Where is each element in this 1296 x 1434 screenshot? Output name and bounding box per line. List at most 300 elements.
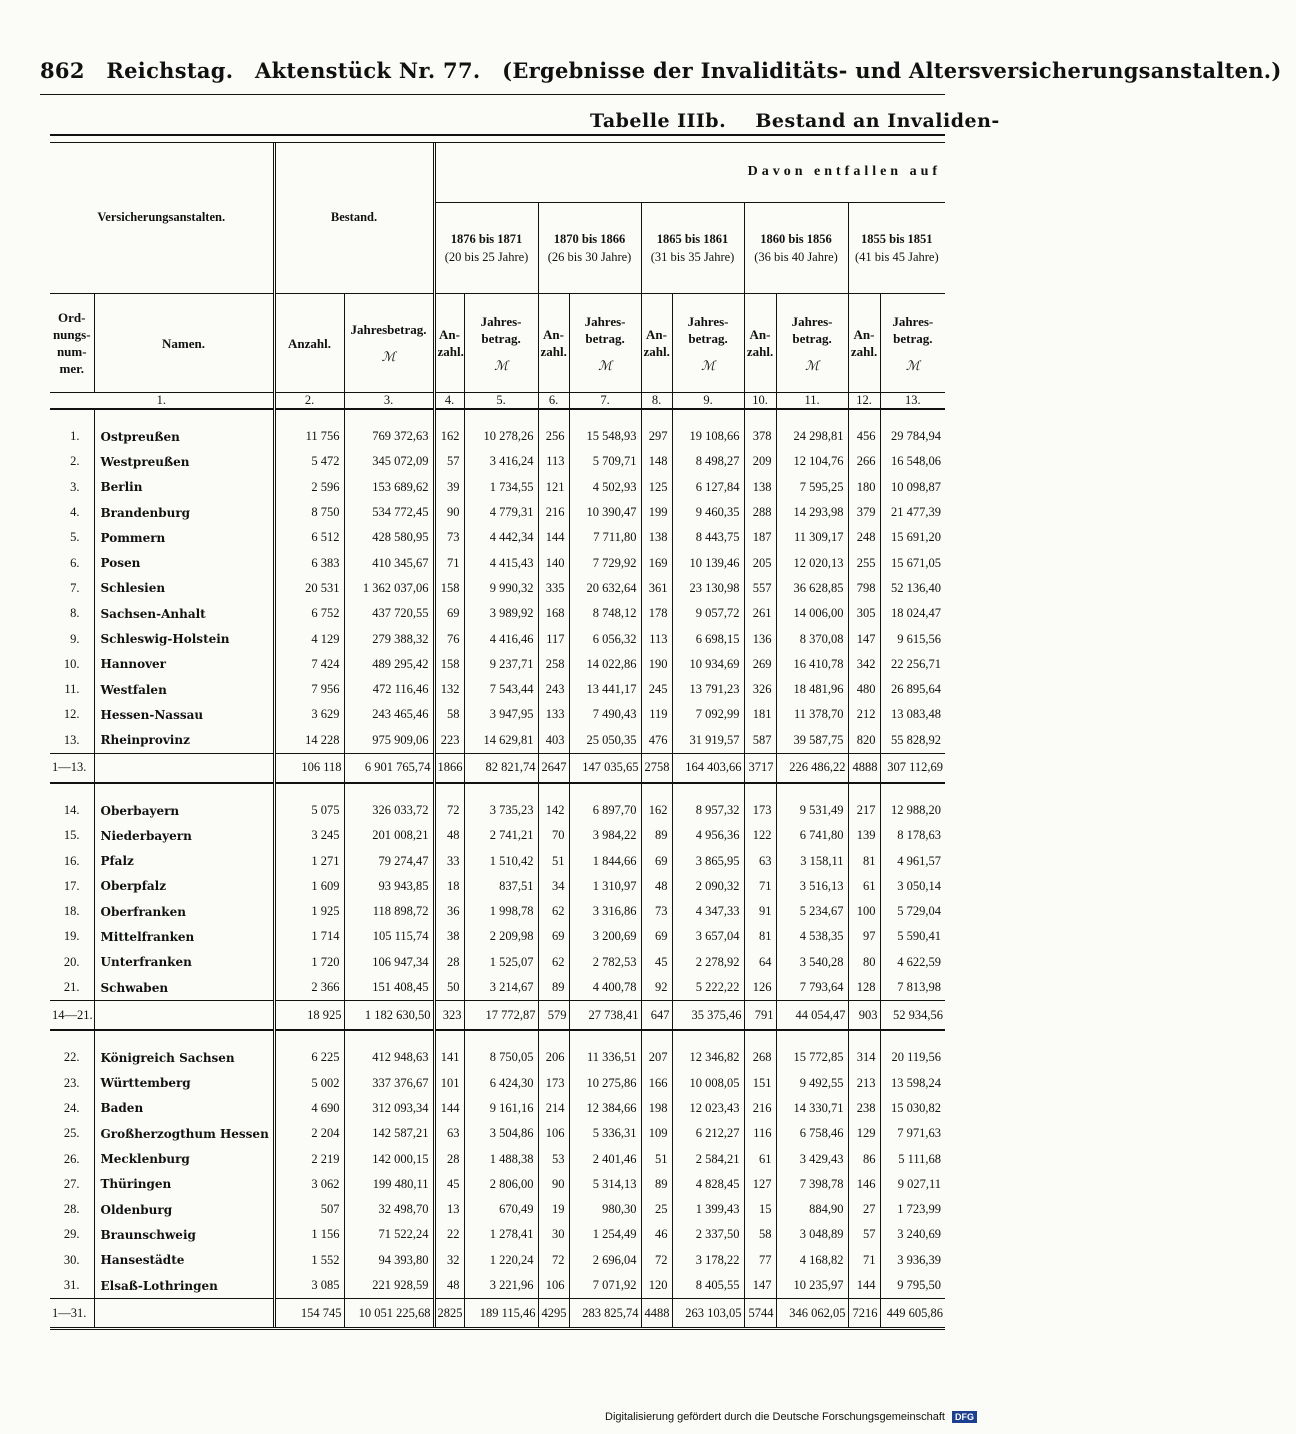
value-cell: 34 [538, 874, 569, 899]
ordinal-cell: 7. [70, 580, 80, 595]
value-cell: 1 525,07 [464, 950, 538, 975]
value-cell: 116 [744, 1121, 776, 1146]
value-cell: 9 492,55 [776, 1071, 848, 1096]
value-cell: 30 [538, 1222, 569, 1247]
value-cell: 3 200,69 [569, 924, 641, 949]
value-cell: 142 000,15 [344, 1146, 434, 1171]
value-cell: 151 408,45 [344, 975, 434, 1001]
value-cell: 4 956,36 [672, 823, 744, 848]
value-cell: 89 [538, 975, 569, 1001]
value-cell: 4 690 [274, 1096, 344, 1121]
insurer-name-cell: Pommern [94, 525, 274, 550]
value-cell: 4 168,82 [776, 1248, 848, 1273]
value-cell: 1 723,99 [880, 1197, 945, 1222]
value-cell: 14 022,86 [569, 652, 641, 677]
value-cell: 480 [848, 677, 880, 702]
period-header-2: 1870 bis 1866 (26 bis 30 Jahre) [538, 203, 641, 294]
value-cell: 72 [641, 1248, 672, 1273]
value-cell: 1 998,78 [464, 899, 538, 924]
value-cell: 2 596 [274, 475, 344, 500]
footer-credit [605, 1411, 977, 1423]
value-cell: 15 030,82 [880, 1096, 945, 1121]
table-row [50, 500, 945, 525]
value-cell: 206 [538, 1045, 569, 1070]
value-cell: 9 161,16 [464, 1096, 538, 1121]
insurer-name-cell: Ostpreußen [94, 424, 274, 449]
subtotal-value: 346 062,05 [776, 1299, 848, 1329]
value-cell: 248 [848, 525, 880, 550]
value-cell: 79 274,47 [344, 848, 434, 873]
value-cell: 12 023,43 [672, 1096, 744, 1121]
ordinal-cell: 14. [63, 803, 80, 817]
col-number-7: 7. [569, 393, 641, 410]
value-cell: 345 072,09 [344, 449, 434, 474]
value-cell: 13 791,23 [672, 677, 744, 702]
value-cell: 139 [848, 823, 880, 848]
insurer-name-cell: Schwaben [94, 975, 274, 1001]
value-cell: 81 [744, 924, 776, 949]
value-cell: 148 [641, 449, 672, 474]
value-cell: 245 [641, 677, 672, 702]
col-number-5: 5. [464, 393, 538, 410]
value-cell: 3 936,39 [880, 1248, 945, 1273]
value-cell: 403 [538, 728, 569, 754]
table-row [50, 848, 945, 873]
header-rule [40, 94, 945, 95]
value-cell: 9 615,56 [880, 626, 945, 651]
insurer-name-cell: Berlin [94, 475, 274, 500]
value-cell: 557 [744, 576, 776, 601]
value-cell: 456 [848, 424, 880, 449]
value-cell: 2 366 [274, 975, 344, 1001]
value-cell: 90 [434, 500, 464, 525]
value-cell: 3 989,92 [464, 601, 538, 626]
table-row [50, 525, 945, 550]
footer-text: Digitalisierung gefördert durch die Deutsche Forschungsgemeinschaft [605, 1411, 945, 1423]
value-cell: 6 212,27 [672, 1121, 744, 1146]
col-number-12: 12. [848, 393, 880, 410]
period-header-4: 1860 bis 1856 (36 bis 40 Jahre) [744, 203, 848, 294]
value-cell: 25 [641, 1197, 672, 1222]
value-cell: 4 416,46 [464, 626, 538, 651]
value-cell: 144 [538, 525, 569, 550]
table-row [50, 1071, 945, 1096]
insurer-name-cell: Schleswig-Holstein [94, 626, 274, 651]
value-cell: 10 008,05 [672, 1071, 744, 1096]
value-cell: 190 [641, 652, 672, 677]
value-cell: 975 909,06 [344, 728, 434, 754]
ordinal-cell: 16. [63, 853, 80, 868]
value-cell: 1 254,49 [569, 1222, 641, 1247]
value-cell: 58 [744, 1222, 776, 1247]
ordinal-cell: 10. [63, 656, 80, 671]
subtotal-value: 263 103,05 [672, 1299, 744, 1329]
value-cell: 243 465,46 [344, 702, 434, 727]
value-cell: 173 [538, 1071, 569, 1096]
value-cell: 48 [434, 1273, 464, 1299]
value-cell: 1 552 [274, 1248, 344, 1273]
subtotal-value: 2647 [538, 753, 569, 783]
value-cell: 48 [434, 823, 464, 848]
value-cell: 4 400,78 [569, 975, 641, 1001]
subtotal-value: 18 925 [274, 1001, 344, 1031]
col-number-4: 4. [434, 393, 464, 410]
value-cell: 25 050,35 [569, 728, 641, 754]
value-cell: 117 [538, 626, 569, 651]
value-cell: 55 828,92 [880, 728, 945, 754]
value-cell: 89 [641, 823, 672, 848]
value-cell: 9 057,72 [672, 601, 744, 626]
value-cell: 1 271 [274, 848, 344, 873]
col-davon-header: Davon entfallen auf [434, 142, 945, 203]
value-cell: 48 [641, 874, 672, 899]
value-cell: 5 111,68 [880, 1146, 945, 1171]
subtotal-value: 903 [848, 1001, 880, 1031]
value-cell: 8 405,55 [672, 1273, 744, 1299]
value-cell: 10 235,97 [776, 1273, 848, 1299]
value-cell: 2 806,00 [464, 1172, 538, 1197]
value-cell: 5 002 [274, 1071, 344, 1096]
value-cell: 141 [434, 1045, 464, 1070]
value-cell: 3 416,24 [464, 449, 538, 474]
value-cell: 29 784,94 [880, 424, 945, 449]
value-cell: 7 092,99 [672, 702, 744, 727]
value-cell: 51 [641, 1146, 672, 1171]
value-cell: 6 741,80 [776, 823, 848, 848]
value-cell: 69 [641, 848, 672, 873]
insurer-name-cell: Hessen-Nassau [94, 702, 274, 727]
value-cell: 138 [641, 525, 672, 550]
table-row [50, 899, 945, 924]
value-cell: 28 [434, 950, 464, 975]
value-cell: 14 006,00 [776, 601, 848, 626]
table-row [50, 1273, 945, 1299]
subtotal-value: 2758 [641, 753, 672, 783]
table-row [50, 677, 945, 702]
insurer-name-cell: Sachsen-Anhalt [94, 601, 274, 626]
table-row [50, 1045, 945, 1070]
value-cell: 199 480,11 [344, 1172, 434, 1197]
subtotal-value: 791 [744, 1001, 776, 1031]
value-cell: 147 [744, 1273, 776, 1299]
value-cell: 8 370,08 [776, 626, 848, 651]
table-row [50, 874, 945, 899]
value-cell: 105 115,74 [344, 924, 434, 949]
value-cell: 22 [434, 1222, 464, 1247]
col-number-11: 11. [776, 393, 848, 410]
value-cell: 6 512 [274, 525, 344, 550]
value-cell: 9 795,50 [880, 1273, 945, 1299]
value-cell: 2 584,21 [672, 1146, 744, 1171]
value-cell: 11 309,17 [776, 525, 848, 550]
subtotal-range: 1—13. [50, 753, 94, 783]
value-cell: 13 598,24 [880, 1071, 945, 1096]
value-cell: 133 [538, 702, 569, 727]
value-cell: 50 [434, 975, 464, 1001]
col-subheader-1: Ord-nungs-num-mer. [50, 294, 94, 393]
table-row [50, 1248, 945, 1273]
value-cell: 62 [538, 950, 569, 975]
subtotal-row [50, 753, 945, 783]
value-cell: 1 714 [274, 924, 344, 949]
value-cell: 198 [641, 1096, 672, 1121]
value-cell: 378 [744, 424, 776, 449]
value-cell: 221 928,59 [344, 1273, 434, 1299]
value-cell: 31 919,57 [672, 728, 744, 754]
period-header-5: 1855 bis 1851 (41 bis 45 Jahre) [848, 203, 945, 294]
table-row [50, 601, 945, 626]
table-row [50, 728, 945, 754]
subtotal-value: 579 [538, 1001, 569, 1031]
value-cell: 1 220,24 [464, 1248, 538, 1273]
value-cell: 8 498,27 [672, 449, 744, 474]
subtotal-value: 35 375,46 [672, 1001, 744, 1031]
value-cell: 166 [641, 1071, 672, 1096]
insurer-name-cell: Königreich Sachsen [94, 1045, 274, 1070]
insurer-name-cell: Mecklenburg [94, 1146, 274, 1171]
value-cell: 243 [538, 677, 569, 702]
value-cell: 101 [434, 1071, 464, 1096]
subtotal-value: 3717 [744, 753, 776, 783]
value-cell: 6 225 [274, 1045, 344, 1070]
value-cell: 410 345,67 [344, 550, 434, 575]
value-cell: 5 314,13 [569, 1172, 641, 1197]
value-cell: 12 020,13 [776, 550, 848, 575]
insurer-name-cell: Pfalz [94, 848, 274, 873]
value-cell: 305 [848, 601, 880, 626]
ordinal-cell: 15. [63, 828, 80, 843]
value-cell: 10 275,86 [569, 1071, 641, 1096]
value-cell: 38 [434, 924, 464, 949]
value-cell: 587 [744, 728, 776, 754]
value-cell: 4 779,31 [464, 500, 538, 525]
col-subheader-10: Jahres-betrag. ℳ [672, 294, 744, 393]
value-cell: 361 [641, 576, 672, 601]
value-cell: 57 [434, 449, 464, 474]
value-cell: 326 [744, 677, 776, 702]
value-cell: 2 696,04 [569, 1248, 641, 1273]
value-cell: 820 [848, 728, 880, 754]
value-cell: 3 947,95 [464, 702, 538, 727]
value-cell: 94 393,80 [344, 1248, 434, 1273]
table-row [50, 1222, 945, 1247]
value-cell: 76 [434, 626, 464, 651]
page-number: 862 [40, 58, 85, 83]
col-number-2: 2. [274, 393, 344, 410]
subtotal-value: 449 605,86 [880, 1299, 945, 1329]
value-cell: 13 083,48 [880, 702, 945, 727]
value-cell: 142 587,21 [344, 1121, 434, 1146]
subtotal-value: 106 118 [274, 753, 344, 783]
table-row [50, 550, 945, 575]
table-row [50, 702, 945, 727]
value-cell: 13 [434, 1197, 464, 1222]
value-cell: 3 865,95 [672, 848, 744, 873]
value-cell: 6 127,84 [672, 475, 744, 500]
value-cell: 19 108,66 [672, 424, 744, 449]
col-subheader-9: An-zahl. [641, 294, 672, 393]
value-cell: 61 [744, 1146, 776, 1171]
value-cell: 9 237,71 [464, 652, 538, 677]
value-cell: 3 214,67 [464, 975, 538, 1001]
value-cell: 109 [641, 1121, 672, 1146]
value-cell: 22 256,71 [880, 652, 945, 677]
value-cell: 837,51 [464, 874, 538, 899]
value-cell: 3 629 [274, 702, 344, 727]
ordinal-cell: 30. [63, 1252, 80, 1267]
subtotal-value: 4295 [538, 1299, 569, 1329]
subtotal-value: 283 825,74 [569, 1299, 641, 1329]
value-cell: 312 093,34 [344, 1096, 434, 1121]
value-cell: 3 178,22 [672, 1248, 744, 1273]
col-insurers-header: Versicherungsanstalten. [50, 142, 274, 294]
value-cell: 7 793,64 [776, 975, 848, 1001]
value-cell: 1 844,66 [569, 848, 641, 873]
ordinal-cell: 5. [70, 530, 80, 545]
insurer-name-cell: Hannover [94, 652, 274, 677]
value-cell: 205 [744, 550, 776, 575]
table-row [50, 1096, 945, 1121]
table-row [50, 1197, 945, 1222]
value-cell: 120 [641, 1273, 672, 1299]
value-cell: 238 [848, 1096, 880, 1121]
value-cell: 9 531,49 [776, 798, 848, 823]
subtotal-value [94, 753, 274, 783]
value-cell: 2 337,50 [672, 1222, 744, 1247]
value-cell: 71 [434, 550, 464, 575]
value-cell: 24 298,81 [776, 424, 848, 449]
value-cell: 4 622,59 [880, 950, 945, 975]
value-cell: 7 956 [274, 677, 344, 702]
table-title [590, 110, 1022, 132]
period-header-3: 1865 bis 1861 (31 bis 35 Jahre) [641, 203, 744, 294]
value-cell: 5 472 [274, 449, 344, 474]
table-row [50, 1172, 945, 1197]
value-cell: 5 729,04 [880, 899, 945, 924]
period-header-1: 1876 bis 1871 (20 bis 25 Jahre) [434, 203, 538, 294]
value-cell: 15 548,93 [569, 424, 641, 449]
value-cell: 71 [848, 1248, 880, 1273]
value-cell: 18 024,47 [880, 601, 945, 626]
insurer-name-cell: Hansestädte [94, 1248, 274, 1273]
value-cell: 2 278,92 [672, 950, 744, 975]
col-subheader-11: An-zahl. [744, 294, 776, 393]
subtotal-value: 10 051 225,68 [344, 1299, 434, 1329]
value-cell: 9 460,35 [672, 500, 744, 525]
subtotal-value: 52 934,56 [880, 1001, 945, 1031]
value-cell: 1 278,41 [464, 1222, 538, 1247]
value-cell: 4 347,33 [672, 899, 744, 924]
value-cell: 128 [848, 975, 880, 1001]
ordinal-cell: 19. [63, 929, 80, 944]
value-cell: 216 [538, 500, 569, 525]
value-cell: 127 [744, 1172, 776, 1197]
value-cell: 81 [848, 848, 880, 873]
value-cell: 11 756 [274, 424, 344, 449]
value-cell: 142 [538, 798, 569, 823]
value-cell: 7 424 [274, 652, 344, 677]
table-row [50, 424, 945, 449]
value-cell: 93 943,85 [344, 874, 434, 899]
value-cell: 15 772,85 [776, 1045, 848, 1070]
insurer-name-cell: Rheinprovinz [94, 728, 274, 754]
table-title-text: Bestand an Invaliden- [755, 110, 1000, 132]
value-cell: 2 741,21 [464, 823, 538, 848]
table-row [50, 950, 945, 975]
subtotal-row [50, 1001, 945, 1031]
insurer-name-cell: Schlesien [94, 576, 274, 601]
value-cell: 5 075 [274, 798, 344, 823]
value-cell: 1 399,43 [672, 1197, 744, 1222]
subtotal-value: 1 182 630,50 [344, 1001, 434, 1031]
value-cell: 412 948,63 [344, 1045, 434, 1070]
col-number-10: 10. [744, 393, 776, 410]
value-cell: 36 628,85 [776, 576, 848, 601]
col-subheader-13: An-zahl. [848, 294, 880, 393]
value-cell: 18 [434, 874, 464, 899]
subtotal-value: 1866 [434, 753, 464, 783]
value-cell: 119 [641, 702, 672, 727]
ordinal-cell: 17. [63, 878, 80, 893]
subtotal-value: 147 035,65 [569, 753, 641, 783]
subtotal-value: 226 486,22 [776, 753, 848, 783]
value-cell: 10 098,87 [880, 475, 945, 500]
value-cell: 297 [641, 424, 672, 449]
ordinal-cell: 28. [63, 1202, 80, 1217]
value-cell: 216 [744, 1096, 776, 1121]
value-cell: 3 245 [274, 823, 344, 848]
value-cell: 534 772,45 [344, 500, 434, 525]
value-cell: 3 316,86 [569, 899, 641, 924]
value-cell: 5 336,31 [569, 1121, 641, 1146]
value-cell: 106 [538, 1273, 569, 1299]
value-cell: 6 752 [274, 601, 344, 626]
col-subheader-6: Jahres-betrag. ℳ [464, 294, 538, 393]
value-cell: 279 388,32 [344, 626, 434, 651]
value-cell: 57 [848, 1222, 880, 1247]
value-cell: 20 531 [274, 576, 344, 601]
value-cell: 213 [848, 1071, 880, 1096]
value-cell: 73 [434, 525, 464, 550]
table-row [50, 798, 945, 823]
value-cell: 7 971,63 [880, 1121, 945, 1146]
value-cell: 4 538,35 [776, 924, 848, 949]
value-cell: 15 691,20 [880, 525, 945, 550]
value-cell: 180 [848, 475, 880, 500]
value-cell: 428 580,95 [344, 525, 434, 550]
insurer-name-cell: Braunschweig [94, 1222, 274, 1247]
value-cell: 7 490,43 [569, 702, 641, 727]
ordinal-cell: 11. [64, 682, 80, 697]
ordinal-cell: 23. [63, 1075, 80, 1090]
value-cell: 207 [641, 1045, 672, 1070]
value-cell: 337 376,67 [344, 1071, 434, 1096]
value-cell: 7 729,92 [569, 550, 641, 575]
value-cell: 14 629,81 [464, 728, 538, 754]
value-cell: 146 [848, 1172, 880, 1197]
ordinal-cell: 12. [63, 707, 80, 722]
value-cell: 2 209,98 [464, 924, 538, 949]
value-cell: 980,30 [569, 1197, 641, 1222]
value-cell: 126 [744, 975, 776, 1001]
insurer-name-cell: Thüringen [94, 1172, 274, 1197]
value-cell: 138 [744, 475, 776, 500]
ordinal-cell: 22. [63, 1050, 80, 1065]
value-cell: 132 [434, 677, 464, 702]
insurer-name-cell: Großherzogthum Hessen [94, 1121, 274, 1146]
subtotal-value: 307 112,69 [880, 753, 945, 783]
value-cell: 3 657,04 [672, 924, 744, 949]
